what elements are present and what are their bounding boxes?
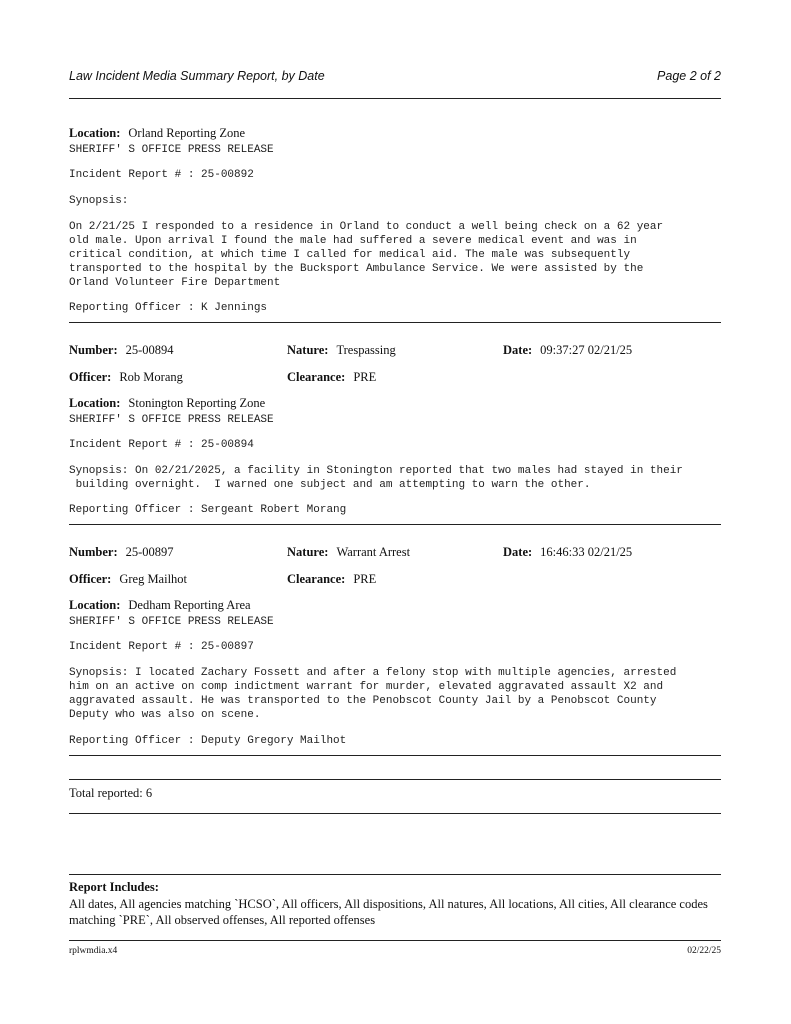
page-number: Page 2 of 2 bbox=[657, 69, 721, 83]
reporting-officer-line: Reporting Officer : Sergeant Robert Morang bbox=[69, 504, 347, 516]
entry-date bbox=[503, 545, 632, 560]
date-label: Date: bbox=[503, 343, 533, 357]
total-divider-top bbox=[69, 779, 721, 780]
incident-report-line: Incident Report # : 25-00892 bbox=[69, 169, 254, 181]
officer-value: Rob Morang bbox=[119, 370, 183, 384]
report-title: Law Incident Media Summary Report, by Date bbox=[69, 69, 325, 83]
entry-divider bbox=[69, 524, 721, 525]
press-release-line: SHERIFF' S OFFICE PRESS RELEASE bbox=[69, 616, 274, 628]
date-value: 16:46:33 02/21/25 bbox=[540, 545, 633, 559]
total-divider-bottom bbox=[69, 813, 721, 814]
clearance-value: PRE bbox=[353, 370, 377, 384]
synopsis-text: On 2/21/25 I responded to a residence in Orland to conduct a well being check on a 62 year old male. Upon arrival I found the male had suffered a severe medical event and was in critical condition, at which time I called for medical aid. The male was subsequently transported to the hospital by the Bucksport Ambulance Service. We were assisted by the Orland Volunteer Fire Department bbox=[69, 221, 664, 289]
entry-number bbox=[69, 545, 174, 560]
entry-location bbox=[69, 126, 245, 141]
reporting-officer-line: Reporting Officer : Deputy Gregory Mailhot bbox=[69, 735, 347, 747]
synopsis-text: Synopsis: On 02/21/2025, a facility in Stonington reported that two males had stayed in their building overnight. I warned one subject and am attempting to warn the other. bbox=[69, 465, 683, 491]
location-label: Location: bbox=[69, 598, 121, 612]
header-divider bbox=[69, 98, 721, 99]
press-release-line: SHERIFF' S OFFICE PRESS RELEASE bbox=[69, 414, 274, 426]
officer-label: Officer: bbox=[69, 370, 112, 384]
date-value: 09:37:27 02/21/25 bbox=[540, 343, 633, 357]
nature-value: Trespassing bbox=[336, 343, 396, 357]
incident-report-line: Incident Report # : 25-00897 bbox=[69, 641, 254, 653]
entry-clearance bbox=[287, 370, 376, 385]
reporting-officer-line: Reporting Officer : K Jennings bbox=[69, 302, 268, 314]
nature-label: Nature: bbox=[287, 343, 329, 357]
officer-value: Greg Mailhot bbox=[119, 572, 188, 586]
footer-divider bbox=[69, 940, 721, 941]
entry-number bbox=[69, 343, 174, 358]
number-label: Number: bbox=[69, 545, 118, 559]
report-includes-text: All dates, All agencies matching `HCSO`, All officers, All dispositions, All natures, All locations, All cities, All clearance codes matching `PRE`, All observed offenses, All reported offenses bbox=[69, 897, 708, 927]
date-label: Date: bbox=[503, 545, 533, 559]
entry-officer bbox=[69, 572, 187, 587]
location-value: Orland Reporting Zone bbox=[128, 126, 246, 140]
location-label: Location: bbox=[69, 396, 121, 410]
synopsis-label: Synopsis: bbox=[69, 195, 129, 207]
entry-location bbox=[69, 396, 265, 411]
nature-value: Warrant Arrest bbox=[336, 545, 411, 559]
entry-divider bbox=[69, 322, 721, 323]
nature-label: Nature: bbox=[287, 545, 329, 559]
officer-label: Officer: bbox=[69, 572, 112, 586]
clearance-label: Clearance: bbox=[287, 572, 346, 586]
location-value: Dedham Reporting Area bbox=[128, 598, 251, 612]
entry-divider bbox=[69, 755, 721, 756]
location-value: Stonington Reporting Zone bbox=[128, 396, 266, 410]
number-value: 25-00897 bbox=[125, 545, 174, 559]
total-reported: Total reported: 6 bbox=[69, 786, 153, 800]
clearance-value: PRE bbox=[353, 572, 377, 586]
entry-date bbox=[503, 343, 632, 358]
number-label: Number: bbox=[69, 343, 118, 357]
includes-divider-top bbox=[69, 874, 721, 875]
footer-report-code: rplwmdia.x4 bbox=[69, 946, 118, 956]
entry-location bbox=[69, 598, 251, 613]
location-label: Location: bbox=[69, 126, 121, 140]
synopsis-text: Synopsis: I located Zachary Fossett and after a felony stop with multiple agencies, arrested him on an active on comp indictment warrant for murder, elevated aggravated assault X2 and aggravated assault. He was transported to the Penobscot County Jail by a Penobscot County Deputy who was also on scene. bbox=[69, 667, 677, 721]
incident-report-line: Incident Report # : 25-00894 bbox=[69, 439, 254, 451]
entry-nature bbox=[287, 545, 410, 560]
entry-officer bbox=[69, 370, 183, 385]
entry-clearance bbox=[287, 572, 376, 587]
clearance-label: Clearance: bbox=[287, 370, 346, 384]
press-release-line: SHERIFF' S OFFICE PRESS RELEASE bbox=[69, 144, 274, 156]
number-value: 25-00894 bbox=[125, 343, 174, 357]
footer-date: 02/22/25 bbox=[687, 946, 721, 956]
entry-nature bbox=[287, 343, 396, 358]
report-includes-label: Report Includes: bbox=[69, 880, 159, 894]
